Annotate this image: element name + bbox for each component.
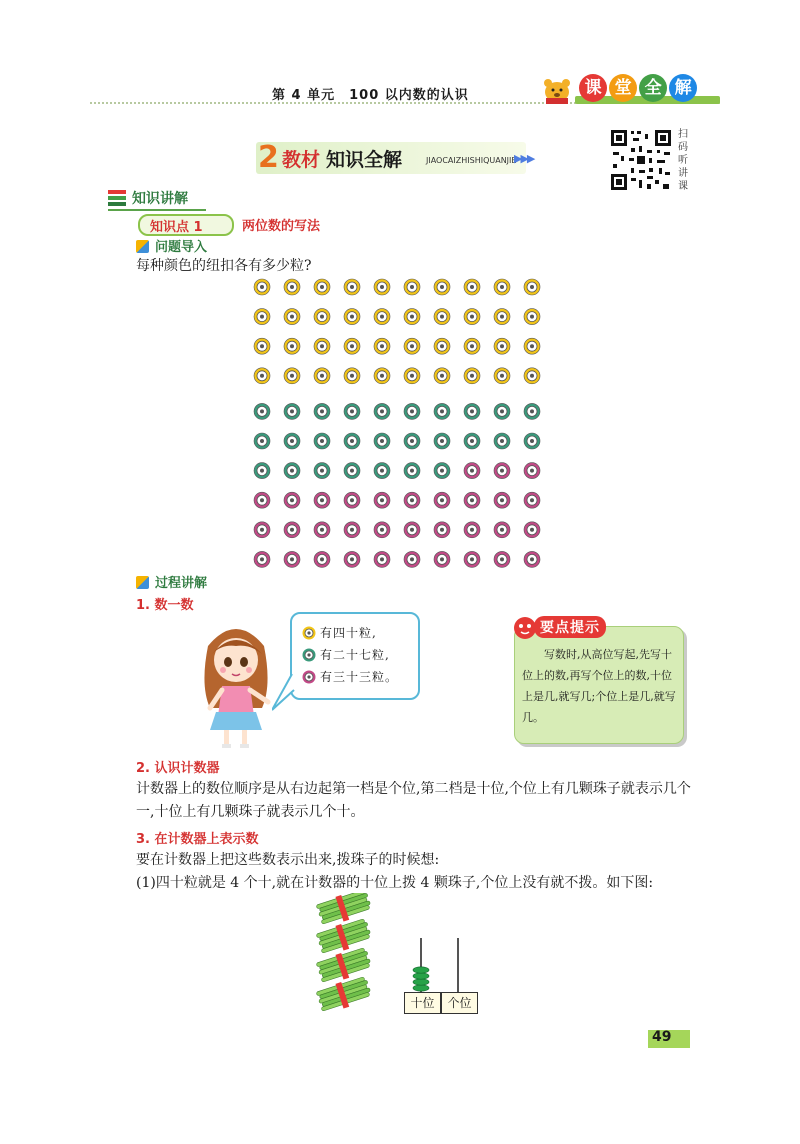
- pink-button: [524, 522, 540, 538]
- step1-heading: 1. 数一数: [136, 598, 194, 613]
- green-button: [344, 433, 360, 449]
- green-button: [374, 463, 390, 479]
- yellow-button: [374, 309, 390, 325]
- cube-icon: [136, 576, 149, 589]
- step2-text: 计数器上的数位顺序是从右边起第一档是个位,第二档是十位,个位上有几颗珠子就表示几个一,十位上有几颗珠子就表示几个十。: [136, 781, 691, 820]
- pink-button: [524, 492, 540, 508]
- green-button: [344, 403, 360, 419]
- yellow-button: [494, 309, 510, 325]
- yellow-button: [494, 368, 510, 384]
- brand-char-2: 堂: [609, 74, 637, 102]
- yellow-button: [254, 279, 270, 295]
- bubble-text-3: 有三十三粒。: [320, 670, 399, 684]
- tens-bead: [413, 979, 429, 985]
- green-button: [314, 433, 330, 449]
- pink-button: [314, 551, 330, 567]
- green-button: [404, 463, 420, 479]
- green-button: [344, 463, 360, 479]
- process-heading-text: 过程讲解: [155, 576, 208, 591]
- page-number: 49: [652, 1029, 672, 1045]
- green-button-icon: [302, 648, 316, 662]
- speech-bubble-tail: [272, 672, 296, 712]
- pink-button: [374, 551, 390, 567]
- green-button: [284, 403, 300, 419]
- green-button: [314, 403, 330, 419]
- yellow-button: [284, 309, 300, 325]
- intro-question: 每种颜色的纽扣各有多少粒?: [136, 258, 312, 274]
- bubble-text-2: 有二十七粒,: [320, 648, 390, 662]
- knowledge-point-title: 两位数的写法: [242, 219, 321, 234]
- speech-bubble: [290, 612, 420, 700]
- brand-char-1: 课: [579, 74, 607, 102]
- section-heading: [108, 188, 208, 212]
- yellow-button: [344, 368, 360, 384]
- green-button: [434, 433, 450, 449]
- pink-button: [494, 551, 510, 567]
- pink-button: [284, 551, 300, 567]
- tip-title-char-1: 要: [540, 620, 555, 636]
- bubble-text-1: 有四十粒,: [320, 626, 377, 640]
- pink-button: [434, 492, 450, 508]
- yellow-button: [344, 309, 360, 325]
- pink-button: [344, 492, 360, 508]
- green-button: [374, 403, 390, 419]
- yellow-button: [464, 309, 480, 325]
- pink-button: [524, 463, 540, 479]
- yellow-button: [464, 338, 480, 354]
- yellow-button: [254, 368, 270, 384]
- girl-illustration: [190, 616, 282, 752]
- tip-title-char-2: 点: [555, 620, 570, 636]
- knowledge-point-label: 知识点 1: [150, 220, 203, 235]
- yellow-button: [314, 368, 330, 384]
- pink-button: [464, 492, 480, 508]
- bubble-row-green: [302, 646, 390, 663]
- yellow-button: [524, 279, 540, 295]
- yellow-button: [314, 309, 330, 325]
- qr-code-icon[interactable]: [609, 128, 673, 192]
- pink-button: [404, 551, 420, 567]
- cube-icon: [136, 240, 149, 253]
- yellow-button-icon: [302, 626, 316, 640]
- pink-button: [494, 463, 510, 479]
- yellow-button: [254, 338, 270, 354]
- tip-body: 写数时,从高位写起,先写十位上的数,再写个位上的数,十位上是几,就写几;个位上是几,就写几。: [522, 648, 676, 724]
- pink-button: [254, 492, 270, 508]
- green-button: [464, 403, 480, 419]
- bear-mascot-icon: [540, 74, 574, 104]
- stick-bundle: [316, 977, 370, 1011]
- intro-heading: [136, 236, 207, 255]
- banner-number: 2: [258, 140, 279, 175]
- pink-button: [284, 522, 300, 538]
- pink-button: [314, 522, 330, 538]
- pink-button: [434, 551, 450, 567]
- green-button: [494, 403, 510, 419]
- yellow-button: [464, 279, 480, 295]
- yellow-button: [494, 338, 510, 354]
- tens-bead: [413, 973, 429, 979]
- tip-title-char-3: 提: [570, 620, 585, 636]
- green-button: [524, 403, 540, 419]
- yellow-button: [284, 279, 300, 295]
- green-button: [464, 433, 480, 449]
- unit-title: 第 4 单元 100 以内数的认识: [272, 88, 469, 103]
- banner-title-part1: 教材: [282, 149, 321, 171]
- knowledge-point-tag: [138, 214, 234, 236]
- stripes-icon: [108, 190, 128, 206]
- green-button: [434, 403, 450, 419]
- pink-button: [404, 492, 420, 508]
- bubble-row-pink: [302, 668, 398, 685]
- green-button: [284, 433, 300, 449]
- yellow-button: [524, 368, 540, 384]
- brand-char-4: 解: [669, 74, 697, 102]
- pink-button: [404, 522, 420, 538]
- pink-button: [314, 492, 330, 508]
- green-button: [314, 463, 330, 479]
- qr-caption: 扫码听讲课: [678, 129, 688, 192]
- yellow-button: [284, 368, 300, 384]
- pink-button: [494, 492, 510, 508]
- pink-button: [374, 492, 390, 508]
- tip-title-char-4: 示: [585, 620, 600, 636]
- green-button: [524, 433, 540, 449]
- tens-bead: [413, 967, 429, 973]
- yellow-button: [494, 279, 510, 295]
- pink-button: [434, 522, 450, 538]
- ones-place-label: 个位: [441, 992, 478, 1014]
- yellow-button: [254, 309, 270, 325]
- pink-button: [464, 463, 480, 479]
- yellow-button: [404, 368, 420, 384]
- yellow-button: [434, 338, 450, 354]
- green-button: [254, 403, 270, 419]
- counting-frame: [404, 932, 478, 1014]
- green-button: [494, 433, 510, 449]
- pink-button: [284, 492, 300, 508]
- pink-button: [464, 522, 480, 538]
- stick-bundles-illustration: [314, 893, 372, 1013]
- button-grid: [250, 276, 550, 576]
- yellow-button: [284, 338, 300, 354]
- intro-heading-text: 问题导入: [155, 240, 208, 255]
- green-button: [374, 433, 390, 449]
- green-button: [254, 463, 270, 479]
- pink-button: [344, 522, 360, 538]
- step2-heading: 2. 认识计数器: [136, 761, 220, 776]
- pink-button-icon: [302, 670, 316, 684]
- brand-logo: [540, 74, 720, 104]
- process-heading: [136, 572, 207, 591]
- yellow-button: [314, 338, 330, 354]
- banner-arrows-icon: ▶▶▶: [514, 152, 534, 165]
- yellow-button: [434, 368, 450, 384]
- tip-title: [512, 614, 622, 640]
- yellow-button: [404, 309, 420, 325]
- step3-text-2: (1)四十粒就是 4 个十,就在计数器的十位上拨 4 颗珠子,个位上没有就不拨。如下图:: [136, 875, 654, 891]
- pink-button: [254, 551, 270, 567]
- pink-button: [464, 551, 480, 567]
- yellow-button: [344, 338, 360, 354]
- brand-char-3: 全: [639, 74, 667, 102]
- step3-heading: 3. 在计数器上表示数: [136, 832, 259, 847]
- yellow-button: [374, 279, 390, 295]
- pink-button: [254, 522, 270, 538]
- banner-title-part2: 知识全解: [326, 149, 403, 171]
- green-button: [404, 403, 420, 419]
- yellow-button: [434, 279, 450, 295]
- counting-frame-rods: [404, 932, 478, 994]
- pink-button: [374, 522, 390, 538]
- pink-button: [494, 522, 510, 538]
- yellow-button: [404, 279, 420, 295]
- yellow-button: [344, 279, 360, 295]
- yellow-button: [464, 368, 480, 384]
- pink-button: [344, 551, 360, 567]
- yellow-button: [374, 338, 390, 354]
- pink-button: [524, 551, 540, 567]
- yellow-button: [524, 338, 540, 354]
- yellow-button: [524, 309, 540, 325]
- bubble-row-yellow: [302, 624, 377, 641]
- green-button: [254, 433, 270, 449]
- tens-bead: [413, 985, 429, 991]
- banner-pinyin: JIAOCAIZHISHIQUANJIE: [426, 156, 517, 165]
- green-button: [434, 463, 450, 479]
- step3-text-1: 要在计数器上把这些数表示出来,拨珠子的时候想:: [136, 852, 440, 868]
- section-banner: [256, 142, 544, 174]
- section-label: 知识讲解: [132, 191, 188, 207]
- yellow-button: [434, 309, 450, 325]
- tens-place-label: 十位: [404, 992, 441, 1014]
- green-button: [404, 433, 420, 449]
- yellow-button: [314, 279, 330, 295]
- green-button: [284, 463, 300, 479]
- yellow-button: [404, 338, 420, 354]
- section-underline: [108, 209, 206, 211]
- yellow-button: [374, 368, 390, 384]
